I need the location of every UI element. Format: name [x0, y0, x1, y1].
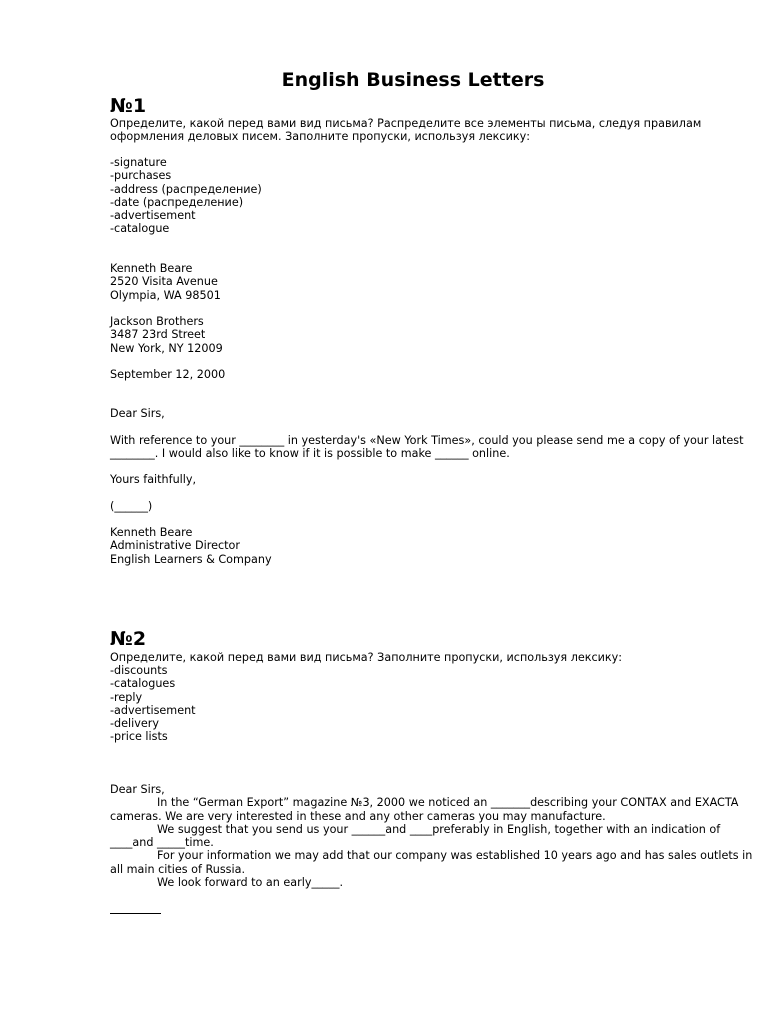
vocab-item: -signature	[110, 156, 167, 169]
address-line: New York, NY 12009	[110, 341, 223, 355]
letter-line: In the “German Export” magazine №3, 2000 we noticed an _______describing your CONTAX and EXACTA	[157, 796, 739, 810]
recipient-address	[110, 315, 730, 355]
task2-heading: №2	[110, 628, 147, 650]
sender-address	[110, 262, 730, 302]
vocab-item: -delivery	[110, 717, 159, 731]
letter-line: all main cities of Russia.	[110, 862, 246, 876]
vocab-item: -catalogues	[110, 677, 176, 691]
task1-salutation: Dear Sirs,	[110, 407, 165, 420]
task1-signature: (______)	[110, 500, 153, 513]
address-line: Kenneth Beare	[110, 262, 193, 275]
vocab-item: -reply	[110, 690, 143, 704]
vocab-item: -advertisement	[110, 703, 196, 717]
vocab-item: -catalogue	[110, 222, 170, 236]
task2-salutation: Dear Sirs,	[110, 783, 165, 796]
signer-block	[110, 526, 730, 566]
vocab-item: -address (распределение)	[110, 182, 262, 196]
letter-line: We look forward to an early_____.	[157, 876, 344, 890]
address-line: 3487 23rd Street	[110, 328, 206, 342]
body-line: ________. I would also like to know if it is possible to make ______ online.	[110, 447, 510, 461]
body-line: With reference to your ________ in yesterday's «New York Times», could you please send me a copy of your latest	[110, 434, 744, 447]
signer-line: Kenneth Beare	[110, 526, 193, 539]
task1-body	[110, 434, 750, 461]
vocab-item: -discounts	[110, 664, 168, 677]
vocab-item: -date (распределение)	[110, 195, 244, 209]
signer-line: English Learners & Company	[110, 552, 272, 566]
task1-instruction: Определите, какой перед вами вид письма? Распределите все элементы письма, следуя правилам оформления деловых писем. Заполните пропуски, используя лексику:	[110, 117, 702, 144]
task1-closing: Yours faithfully,	[110, 473, 197, 486]
page-title: English Business Letters	[281, 69, 545, 91]
address-line: Jackson Brothers	[110, 315, 204, 328]
task2-letter	[110, 783, 753, 890]
task1-heading: №1	[110, 95, 147, 117]
address-line: Olympia, WA 98501	[110, 288, 221, 302]
letter-line: cameras. We are very interested in these and any other cameras you may manufacture.	[110, 809, 606, 823]
address-line: 2520 Visita Avenue	[110, 275, 218, 289]
signer-line: Administrative Director	[110, 539, 240, 553]
vocab-item: -advertisement	[110, 209, 196, 223]
letter-line: We suggest that you send us your ______and ____preferably in English, together with an indication of	[157, 822, 721, 836]
task2-vocab-list	[110, 664, 730, 744]
letter-line: For your information we may add that our company was established 10 years ago and has sales outlets in	[157, 849, 753, 863]
vocab-item: -purchases	[110, 169, 172, 183]
task1-vocab-list	[110, 156, 730, 236]
letter-line: ____and _____time.	[110, 836, 214, 850]
letter-date: September 12, 2000	[110, 368, 226, 381]
vocab-item: -price lists	[110, 730, 168, 744]
signature-line	[110, 913, 161, 914]
task2-instruction: Определите, какой перед вами вид письма? Заполните пропуски, используя лексику:	[110, 651, 623, 664]
